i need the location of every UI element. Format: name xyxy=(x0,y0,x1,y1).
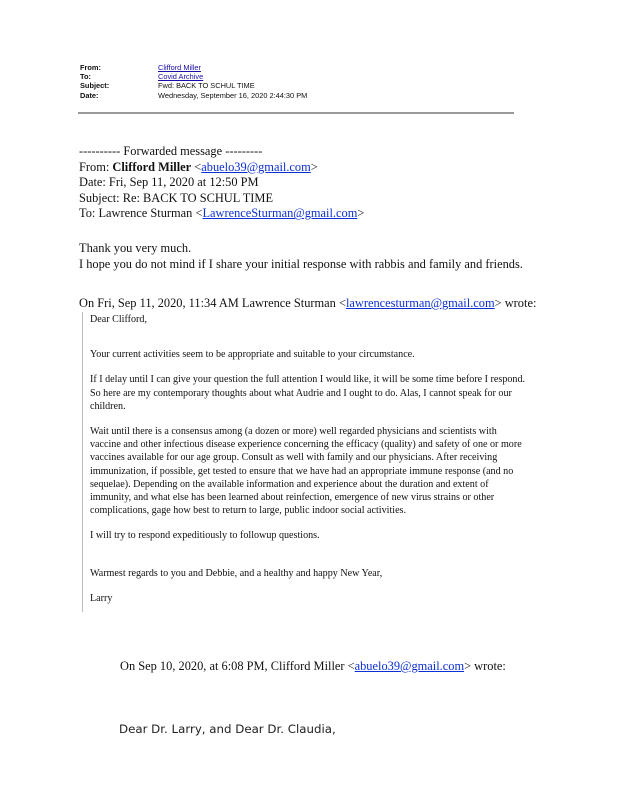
quote-header-prefix: On Fri, Sep 11, 2020, 11:34 AM Lawrence Sturman < xyxy=(79,296,346,310)
nested-quote-prefix: On Sep 10, 2020, at 6:08 PM, Clifford Miller < xyxy=(120,659,355,673)
quote-spacer xyxy=(90,361,530,373)
quote-bar xyxy=(82,312,83,612)
reply-text xyxy=(79,241,549,272)
nested-quote-email-link[interactable]: abuelo39@gmail.com xyxy=(354,659,465,673)
quote-paragraph-3: Wait until there is a consensus among (a dozen or more) well regarded physicians and scientists with vaccine and other infectious disease experience concerning the efficacy (quality) and safety of one or more vaccines available for our age group. Consult as well with family and our physicians. After receiving immunization, if possible, get tested to ensure that we have had an appropriate immune response (and no sequelae). Depending on the available information and experience about the duration and extent of immunity, and what else has been learned about reinfection, emergence of new virus strains or other complications, gage how best to return to large, public indoor social activities. xyxy=(90,426,522,517)
quote-header xyxy=(79,296,536,311)
forwarded-block xyxy=(79,144,539,222)
reply-line-2: I hope you do not mind if I share your initial response with rabbis and family and friends. xyxy=(79,256,523,271)
nested-quote-header xyxy=(120,659,506,674)
forwarded-from-email-link[interactable]: abuelo39@gmail.com xyxy=(201,159,311,174)
quote-spacer xyxy=(90,517,530,529)
forwarded-from-prefix: From: xyxy=(79,159,113,174)
quote-signature: Larry xyxy=(90,592,113,604)
header-divider xyxy=(78,112,514,114)
quote-header-suffix: > wrote: xyxy=(494,296,537,310)
quote-greeting: Dear Clifford, xyxy=(90,314,147,325)
quote-spacer xyxy=(90,580,530,592)
from-row xyxy=(80,63,510,72)
forwarded-date-line: Date: Fri, Sep 11, 2020 at 12:50 PM xyxy=(79,175,259,190)
reply-line-1: Thank you very much. xyxy=(79,241,192,255)
email-header xyxy=(80,63,510,100)
date-value: Wednesday, September 16, 2020 2:44:30 PM xyxy=(158,90,308,100)
nested-quote-suffix: > wrote: xyxy=(464,659,506,673)
to-label: To: xyxy=(80,72,91,82)
forwarded-from-name: Clifford Miller xyxy=(112,159,192,174)
from-link[interactable]: Clifford Miller xyxy=(158,63,201,72)
quote-spacer xyxy=(90,543,530,567)
forwarded-to-line: To: Lawrence Sturman <LawrenceSturman@gmail.com> xyxy=(79,206,365,221)
subject-value: Fwd: BACK TO SCHUL TIME xyxy=(158,81,255,91)
from-label: From: xyxy=(80,63,101,72)
quote-regards: Warmest regards to you and Debbie, and a healthy and happy New Year, xyxy=(90,567,383,579)
quote-spacer xyxy=(90,326,530,348)
quote-paragraph-2: If I delay until I can give your question the full attention I would like, it will be some time before I respond. So here are my contemporary thoughts about what Audrie and I ought to do. Alas, I cannot speak for our children. xyxy=(90,374,526,412)
quote-header-email-link[interactable]: lawrencesturman@gmail.com xyxy=(345,296,495,310)
quote-paragraph-4: I will try to respond expeditiously to followup questions. xyxy=(90,530,320,542)
date-row xyxy=(80,91,510,100)
quote-paragraph-1: Your current activities seem to be appropriate and suitable to your circumstance. xyxy=(90,349,415,361)
nested-greeting: Dear Dr. Larry, and Dear Dr. Claudia, xyxy=(119,722,336,736)
subject-row xyxy=(80,81,510,90)
forwarded-separator: ---------- Forwarded message --------- xyxy=(79,144,263,158)
forwarded-from-line: From: Clifford Miller <abuelo39@gmail.com> xyxy=(79,159,318,174)
quote-spacer xyxy=(90,413,530,425)
to-link[interactable]: Covid Archive xyxy=(158,72,204,82)
forwarded-to-email-link[interactable]: LawrenceSturman@gmail.com xyxy=(202,206,358,221)
quoted-message xyxy=(90,313,530,605)
subject-label: Subject: xyxy=(80,81,110,91)
forwarded-to-prefix: To: Lawrence Sturman < xyxy=(79,206,203,221)
to-row xyxy=(80,72,510,81)
date-label: Date: xyxy=(80,90,99,100)
forwarded-subject-line: Subject: Re: BACK TO SCHUL TIME xyxy=(79,190,274,205)
